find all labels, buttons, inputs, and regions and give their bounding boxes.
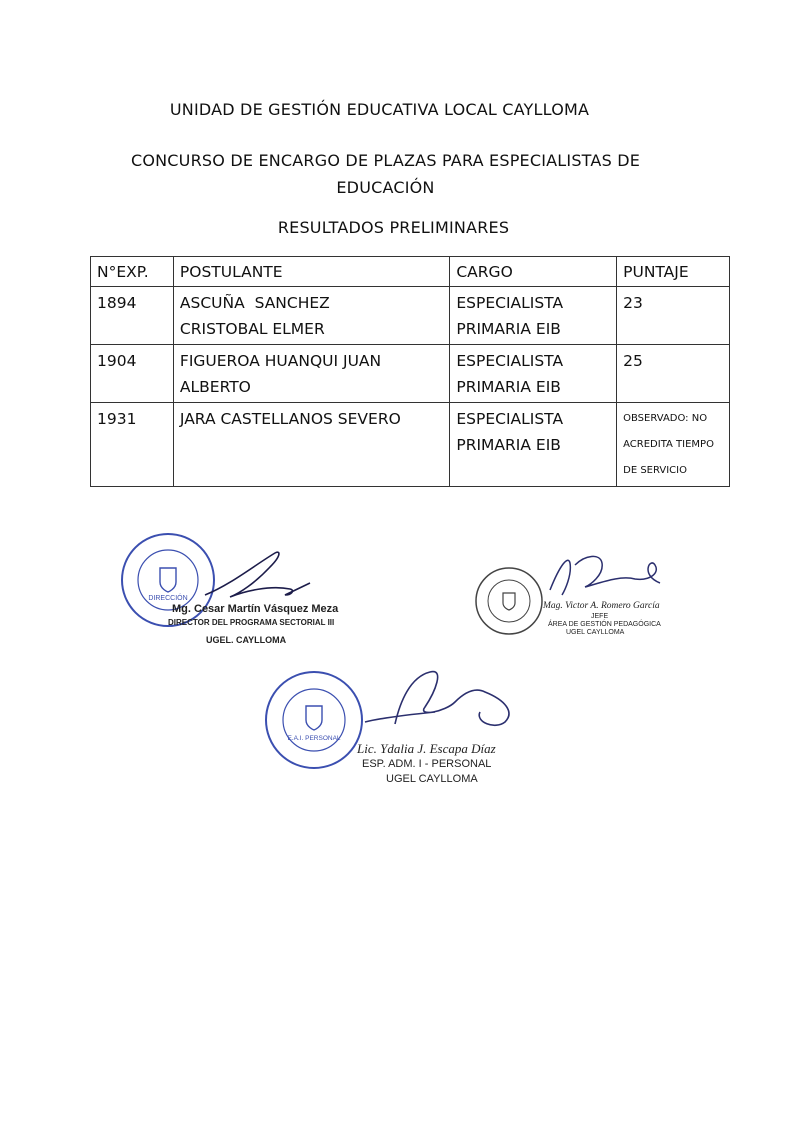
personal-unit: UGEL CAYLLOMA xyxy=(386,773,478,785)
jefe-name: Mag. Victor A. Romero García xyxy=(543,601,660,611)
cell-postulante: JARA CASTELLANOS SEVERO xyxy=(173,403,449,487)
results-table xyxy=(90,256,730,487)
director-unit: UGEL. CAYLLOMA xyxy=(206,635,287,645)
personal-signature xyxy=(355,662,525,742)
cell-postulante xyxy=(173,345,449,403)
jefe-title: JEFE xyxy=(591,613,609,620)
personal-name: Lic. Ydalia J. Escapa Díaz xyxy=(357,741,496,756)
director-name: Mg. Cesar Martín Vásquez Meza xyxy=(172,603,339,615)
header-institution: UNIDAD DE GESTIÓN EDUCATIVA LOCAL CAYLLOMA xyxy=(169,100,590,119)
cargo-line: ESPECIALISTA xyxy=(456,410,564,428)
header-contest xyxy=(0,147,783,201)
cell-puntaje: 25 xyxy=(617,345,730,403)
personal-title: ESP. ADM. I - PERSONAL xyxy=(362,758,492,770)
cell-exp: 1904 xyxy=(91,345,174,403)
table-header-row xyxy=(91,257,730,287)
jefe-signature xyxy=(540,545,670,605)
svg-text:E.A.I. PERSONAL: E.A.I. PERSONAL xyxy=(287,735,341,742)
col-header-cargo: CARGO xyxy=(450,257,617,287)
cargo-line: PRIMARIA EIB xyxy=(456,378,561,396)
postulante-line: ASCUÑA SANCHEZ xyxy=(179,294,330,312)
header-contest-line2: EDUCACIÓN xyxy=(336,178,435,197)
cell-puntaje: 23 xyxy=(617,287,730,345)
jefe-unit: UGEL CAYLLOMA xyxy=(566,629,625,636)
postulante-line: FIGUEROA HUANQUI JUAN xyxy=(179,352,382,370)
cell-cargo xyxy=(450,403,617,487)
table-row xyxy=(91,287,730,345)
svg-text:DIRECCIÓN: DIRECCIÓN xyxy=(148,595,188,602)
cell-exp: 1894 xyxy=(91,287,174,345)
col-header-puntaje: PUNTAJE xyxy=(617,257,730,287)
table-row xyxy=(91,403,730,487)
cell-puntaje: OBSERVADO: NO ACREDITA TIEMPO DE SERVICIO xyxy=(617,403,730,487)
cargo-line: ESPECIALISTA xyxy=(456,294,564,312)
director-title: DIRECTOR DEL PROGRAMA SECTORIAL III xyxy=(168,618,335,627)
cargo-line: PRIMARIA EIB xyxy=(456,436,561,454)
header-contest-line1: CONCURSO DE ENCARGO DE PLAZAS PARA ESPECIALISTAS DE xyxy=(130,151,641,170)
cell-cargo xyxy=(450,345,617,403)
jefe-area: ÁREA DE GESTIÓN PEDAGÓGICA xyxy=(548,621,661,628)
col-header-postulante: POSTULANTE xyxy=(173,257,449,287)
postulante-line: CRISTOBAL ELMER xyxy=(179,320,325,338)
cargo-line: PRIMARIA EIB xyxy=(456,320,561,338)
table-row xyxy=(91,345,730,403)
cell-cargo xyxy=(450,287,617,345)
personal-stamp xyxy=(262,668,366,772)
cell-postulante xyxy=(173,287,449,345)
cell-exp: 1931 xyxy=(91,403,174,487)
col-header-exp: N°EXP. xyxy=(91,257,174,287)
director-signature xyxy=(200,545,320,605)
cargo-line: ESPECIALISTA xyxy=(456,352,564,370)
jefe-stamp xyxy=(473,565,545,637)
postulante-line: ALBERTO xyxy=(179,378,251,396)
header-results: RESULTADOS PRELIMINARES xyxy=(277,218,510,237)
